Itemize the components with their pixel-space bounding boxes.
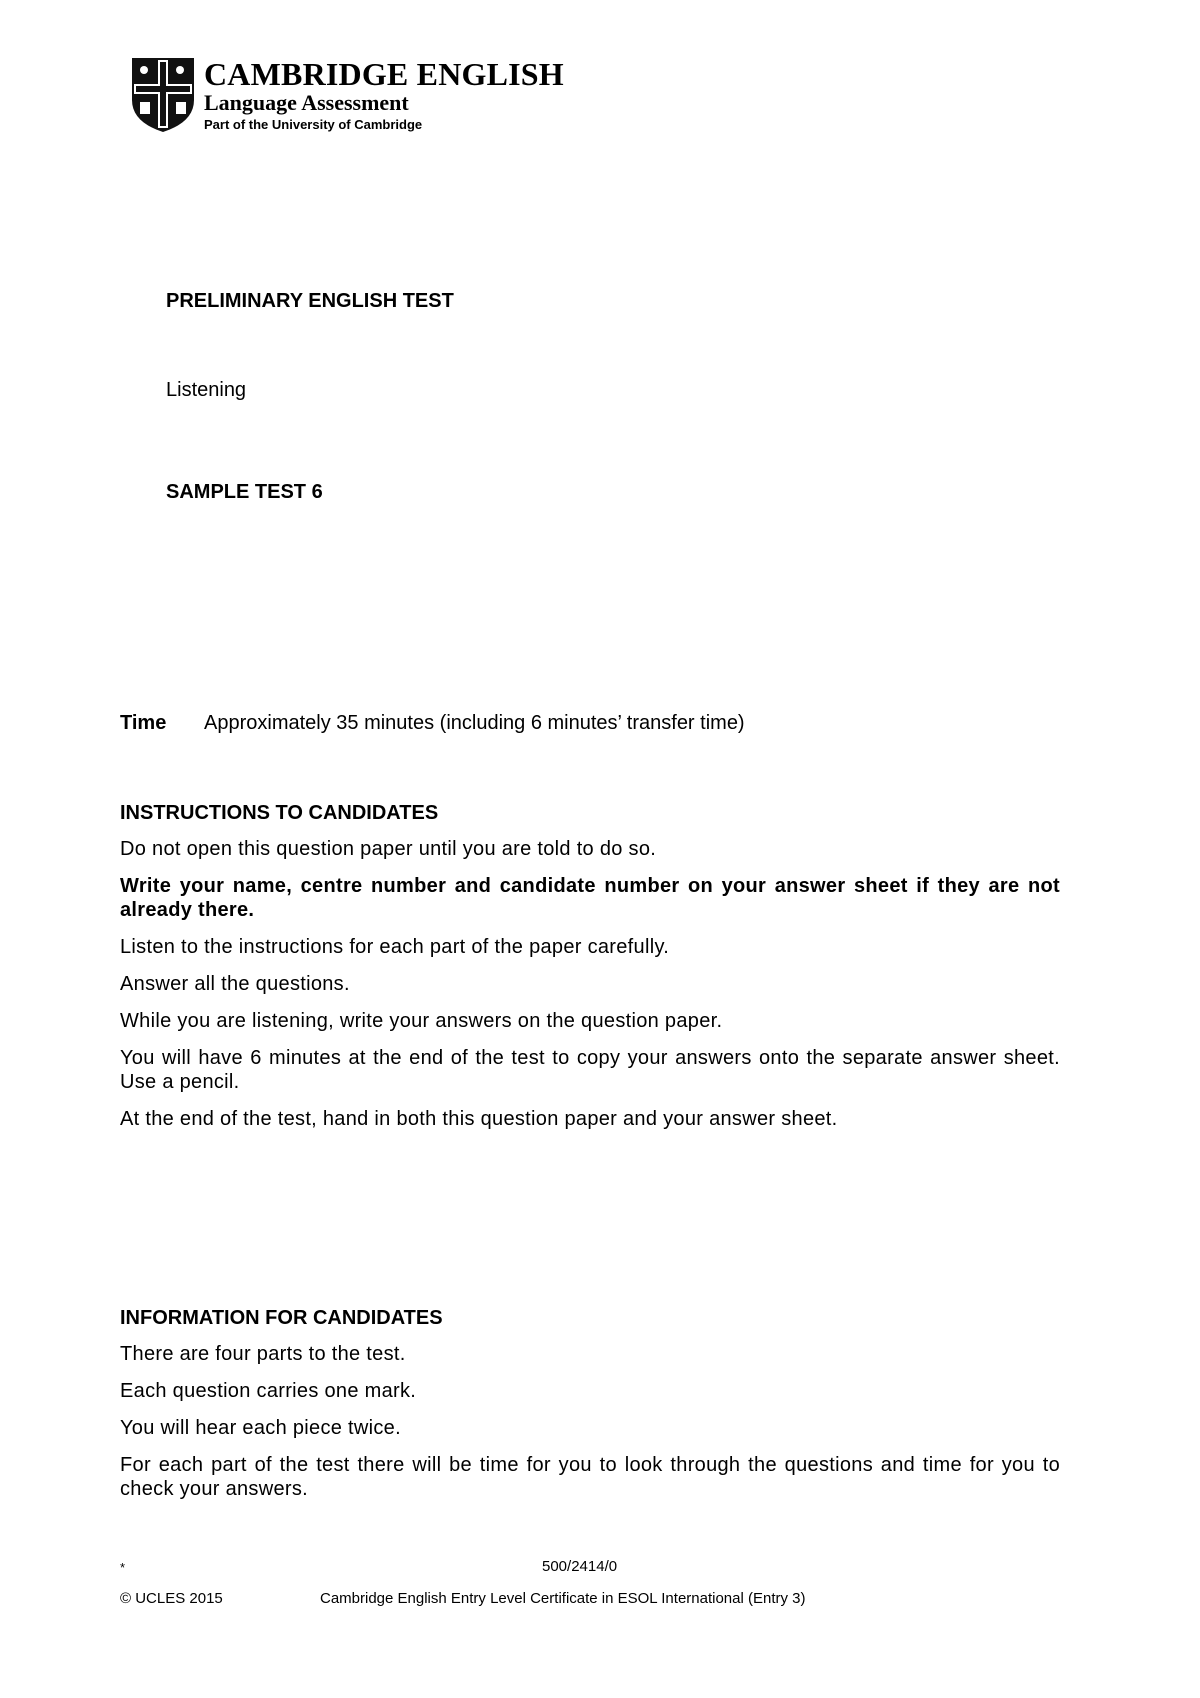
instruction-item: You will have 6 minutes at the end of the test to copy your answers onto the separate answer sheet. Use a pencil.	[120, 1047, 1060, 1093]
information-heading: INFORMATION FOR CANDIDATES	[120, 1307, 443, 1329]
paper-name: Listening	[166, 379, 247, 401]
footer-star: *	[120, 1560, 126, 1575]
footer-certificate: Cambridge English Entry Level Certificate in ESOL International (Entry 3)	[320, 1590, 806, 1607]
instruction-item: Answer all the questions.	[120, 973, 350, 995]
footer-copyright: © UCLES 2015	[120, 1590, 223, 1607]
cambridge-english-logo	[130, 56, 590, 136]
instruction-item: While you are listening, write your answers on the question paper.	[120, 1010, 723, 1032]
time-label: Time	[120, 712, 167, 734]
cambridge-shield-icon	[130, 56, 196, 134]
instruction-item: At the end of the test, hand in both this question paper and your answer sheet.	[120, 1108, 838, 1130]
time-value: Approximately 35 minutes (including 6 minutes’ transfer time)	[204, 712, 745, 734]
footer-code: 500/2414/0	[542, 1558, 618, 1575]
information-item: There are four parts to the test.	[120, 1343, 406, 1365]
instruction-item: Write your name, centre number and candidate number on your answer sheet if they are not already there.	[120, 875, 1060, 921]
instruction-item: Do not open this question paper until you are told to do so.	[120, 838, 657, 860]
logo-line-3: Part of the University of Cambridge	[204, 117, 423, 132]
information-item: For each part of the test there will be time for you to look through the questions and time for you to check your answers.	[120, 1454, 1060, 1500]
exam-title: PRELIMINARY ENGLISH TEST	[166, 290, 454, 312]
information-section	[120, 1307, 1060, 1514]
instructions-section	[120, 802, 1060, 1144]
instructions-heading: INSTRUCTIONS TO CANDIDATES	[120, 802, 439, 824]
logo-line-2: Language Assessment	[204, 90, 409, 115]
information-item: Each question carries one mark.	[120, 1380, 417, 1402]
logo-line-1: CAMBRIDGE ENGLISH	[204, 56, 564, 92]
sample-test-label: SAMPLE TEST 6	[166, 481, 323, 503]
information-item: You will hear each piece twice.	[120, 1417, 401, 1439]
instruction-item: Listen to the instructions for each part of the paper carefully.	[120, 936, 670, 958]
